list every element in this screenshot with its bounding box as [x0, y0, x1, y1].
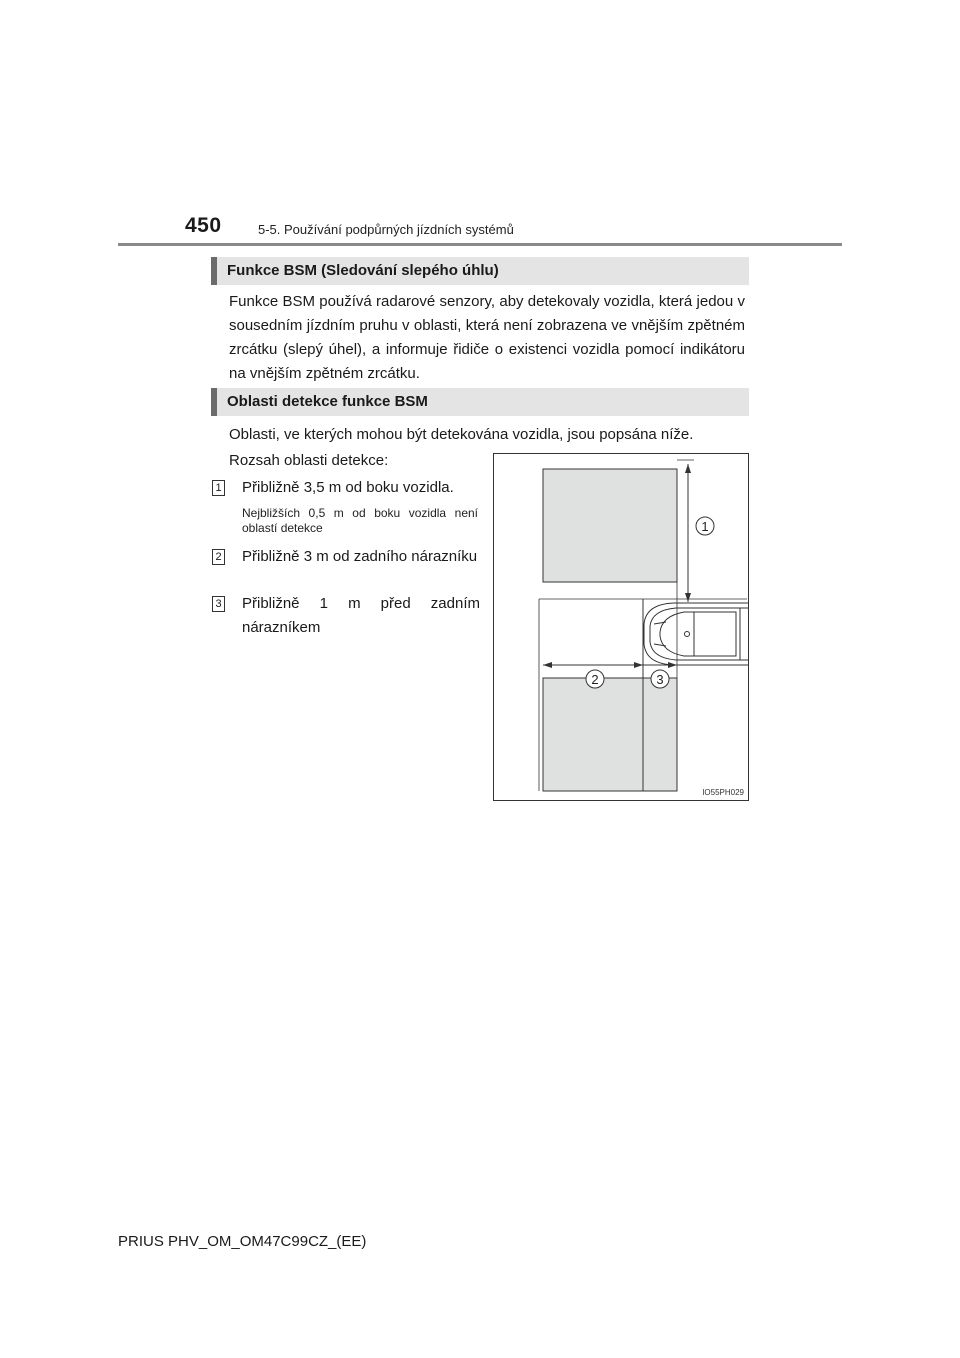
heading-detection-areas-text: Oblasti detekce funkce BSM — [227, 393, 428, 410]
header-rule — [118, 243, 842, 246]
detection-area-figure — [493, 453, 749, 801]
heading-detection-areas — [211, 388, 749, 416]
footer-document-code: PRIUS PHV_OM_OM47C99CZ_(EE) — [118, 1233, 367, 1250]
detection-areas-intro: Oblasti, ve kterých mohou být detekována vozidla, jsou popsána níže. — [229, 426, 694, 443]
item-number: 3 — [212, 596, 225, 612]
range-label: Rozsah oblasti detekce: — [229, 452, 389, 469]
section-title: 5-5. Používání podpůrných jízdních systémů — [258, 222, 514, 237]
vehicle-rear — [644, 603, 749, 665]
item-text: Přibližně 3,5 m od boku vozidla. — [242, 479, 454, 496]
lower-detection-zone — [543, 678, 677, 791]
list-item — [212, 545, 482, 593]
item-number: 1 — [212, 480, 225, 496]
callout-1-label: 1 — [701, 519, 709, 534]
item-number: 2 — [212, 549, 225, 565]
item-note: Nejbližších 0,5 m od boku vozidla není oblastí detekce — [242, 506, 478, 535]
callout-3-label: 3 — [656, 672, 664, 687]
item-text: Přibližně 1 m před zadním nárazníkem — [242, 595, 480, 636]
bsm-description: Funkce BSM používá radarové senzory, aby detekovaly vozidla, která jedou v sousedním jízdním pruhu v oblasti, která není zobrazena ve vnějším zpětném zrcátku (slepý úhel), a informuje řidiče o existenci vozidla pomocí indikátoru na vnějším zpětném zrcátku. — [229, 293, 745, 382]
heading-bsm — [211, 257, 749, 285]
item-text: Přibližně 3 m od zadního nárazníku — [242, 548, 478, 565]
callout-2-label: 2 — [591, 672, 599, 687]
detection-area-diagram — [494, 454, 750, 802]
list-item — [212, 592, 482, 640]
upper-detection-zone — [543, 469, 677, 582]
page-number: 450 — [185, 214, 222, 237]
heading-bsm-text: Funkce BSM (Sledování slepého úhlu) — [227, 262, 499, 279]
list-item — [212, 476, 482, 500]
figure-code: IO55PH029 — [702, 788, 744, 797]
